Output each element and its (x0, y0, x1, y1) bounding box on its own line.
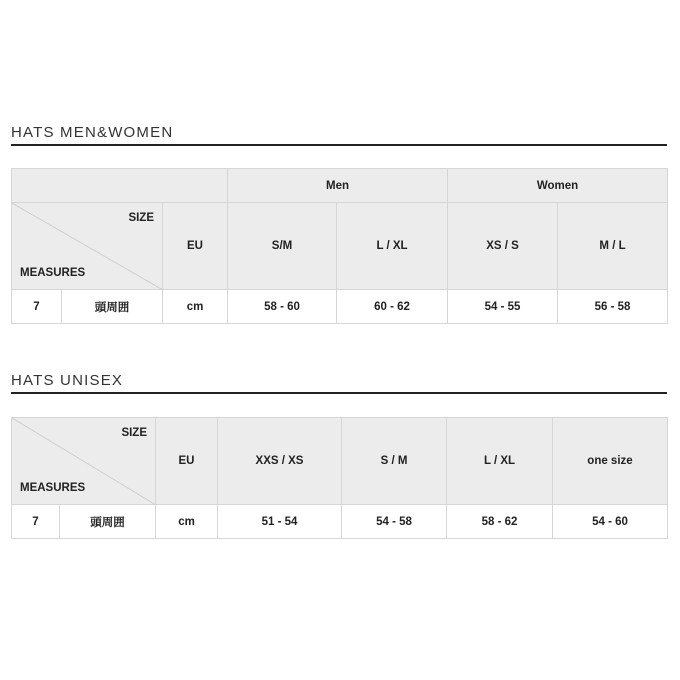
size-value: 54 - 58 (342, 505, 447, 539)
row-unit: cm (163, 290, 228, 324)
eu-header: EU (156, 418, 218, 505)
size-value: 54 - 60 (553, 505, 668, 539)
size-header: S/M (228, 203, 337, 290)
title-underline (11, 144, 667, 146)
size-table-men-women (11, 168, 668, 324)
size-measures-diagonal-cell (12, 418, 156, 505)
measures-label: MEASURES (20, 267, 86, 279)
size-value: 54 - 55 (448, 290, 558, 324)
size-header: one size (553, 418, 668, 505)
row-index: 7 (12, 290, 62, 324)
size-header: L / XL (447, 418, 553, 505)
size-header: XXS / XS (218, 418, 342, 505)
size-header: L / XL (337, 203, 448, 290)
row-measure-name: 頭周囲 (60, 505, 156, 539)
group-header-men: Men (228, 169, 448, 203)
header-blank-cell (12, 169, 228, 203)
size-value: 58 - 60 (228, 290, 337, 324)
group-header-women: Women (448, 169, 668, 203)
size-value: 51 - 54 (218, 505, 342, 539)
size-measures-diagonal-cell (12, 203, 163, 290)
size-value: 60 - 62 (337, 290, 448, 324)
size-header: S / M (342, 418, 447, 505)
size-table-unisex (11, 417, 668, 539)
row-index: 7 (12, 505, 60, 539)
size-header: M / L (558, 203, 668, 290)
section-title-unisex: HATS UNISEX (11, 372, 124, 389)
eu-header: EU (163, 203, 228, 290)
row-unit: cm (156, 505, 218, 539)
size-header: XS / S (448, 203, 558, 290)
size-value: 56 - 58 (558, 290, 668, 324)
section-title-men-women: HATS MEN&WOMEN (11, 124, 174, 141)
table-row (12, 505, 668, 539)
title-underline (11, 392, 667, 394)
table-row (12, 290, 668, 324)
size-label: SIZE (128, 212, 154, 224)
size-label: SIZE (121, 427, 147, 439)
size-value: 58 - 62 (447, 505, 553, 539)
row-measure-name: 頭周囲 (62, 290, 163, 324)
measures-label: MEASURES (20, 482, 86, 494)
